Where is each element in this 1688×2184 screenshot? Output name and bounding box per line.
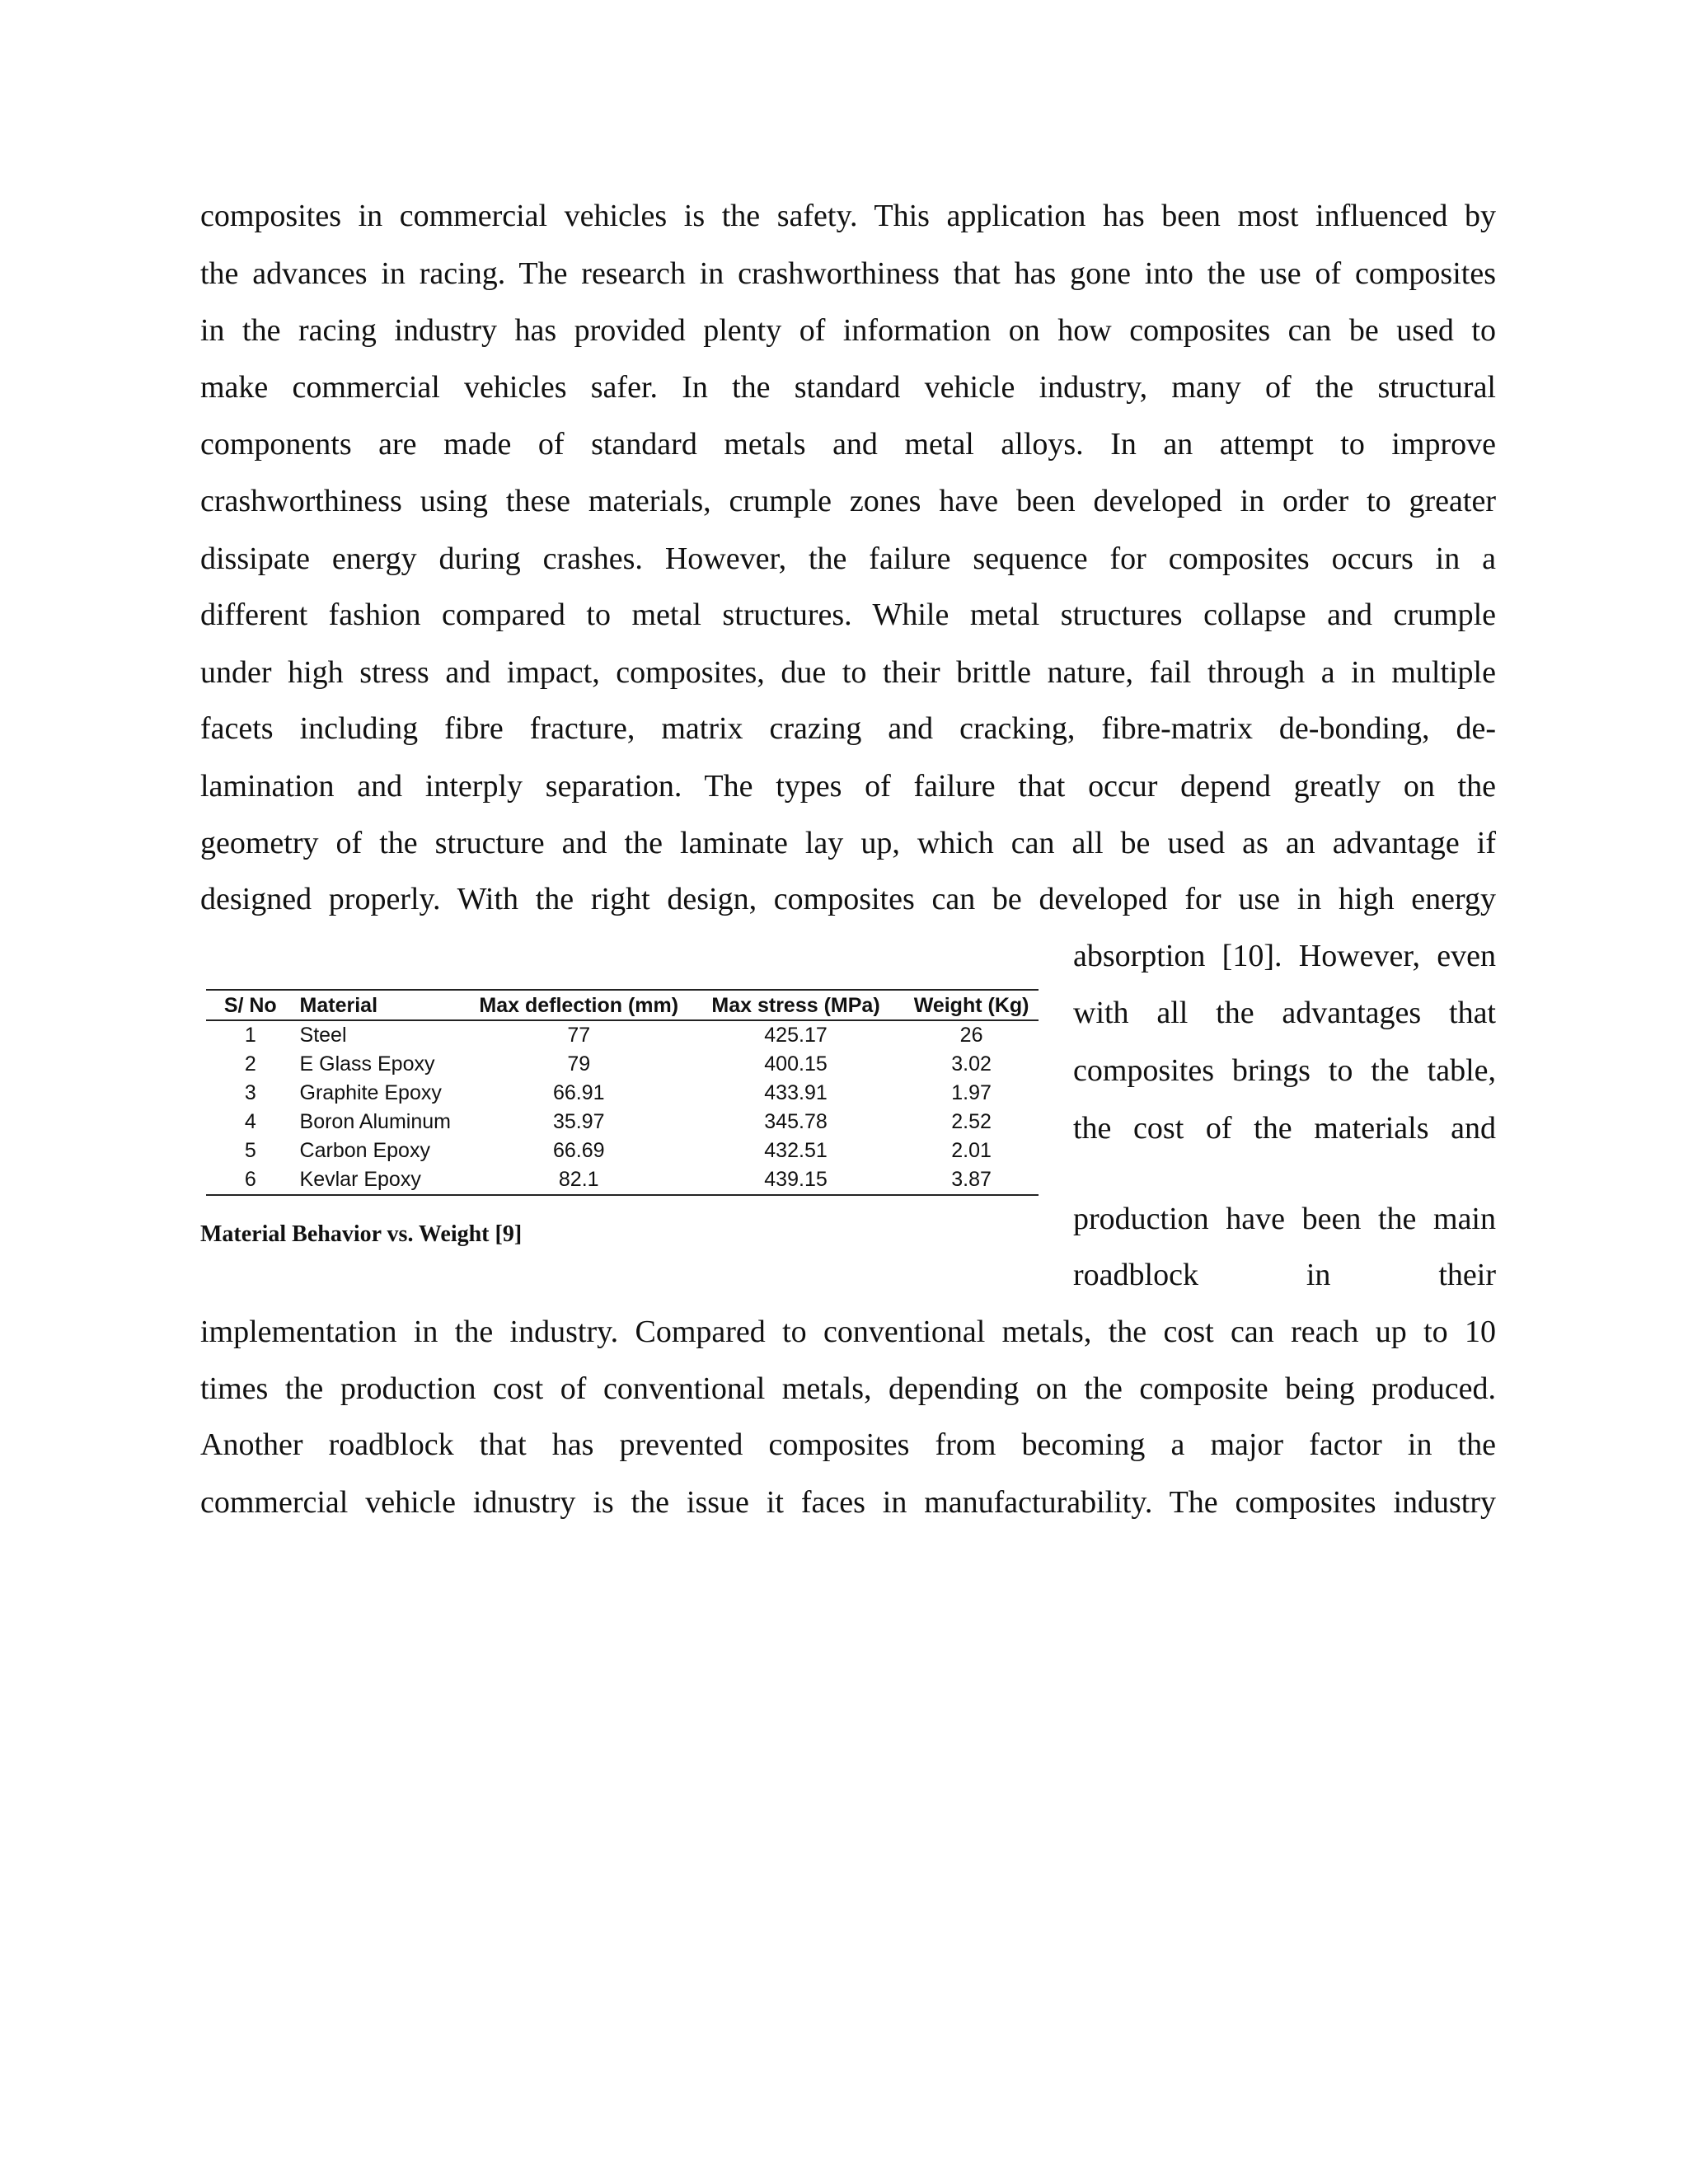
cell-weight: 2.52 [951, 1110, 992, 1133]
body-line: geometry of the structure and the laminate lay up, which can all be used as an advantage if [200, 826, 1496, 860]
material-table-wrapper [206, 989, 1039, 1196]
body-line: the advances in racing. The research in crashworthiness that has gone into the use of composites [200, 256, 1496, 291]
body-line: in the racing industry has provided plenty of information on how composites can be used to [200, 313, 1496, 348]
cell-max-deflection: 66.91 [552, 1081, 605, 1104]
cell-sno: 5 [244, 1139, 256, 1162]
cell-max-deflection: 77 [567, 1024, 591, 1047]
cell-max-deflection: 79 [567, 1052, 591, 1076]
table-row [206, 1020, 1039, 1050]
body-line: commercial vehicle idnustry is the issue it faces in manufacturability. The composites industry [200, 1485, 1496, 1520]
body-line: under high stress and impact, composites, due to their brittle nature, fail through a in multiple [200, 655, 1496, 690]
cell-max-stress: 439.15 [687, 1165, 904, 1195]
side-line: production have been the main [1073, 1202, 1496, 1236]
side-line: the cost of the materials and [1073, 1111, 1496, 1146]
table-row [206, 1108, 1039, 1137]
cell-max-deflection: 82.1 [471, 1165, 687, 1195]
header-sno: S/ No [206, 990, 295, 1020]
cell-material: Boron Aluminum [299, 1110, 451, 1133]
body-line: times the production cost of conventional metals, depending on the composite being produced. [200, 1371, 1496, 1406]
body-line: lamination and interply separation. The types of failure that occur depend greatly on the [200, 769, 1496, 804]
cell-weight: 2.01 [951, 1139, 992, 1162]
table-header-row [206, 990, 1039, 1020]
cell-material: E Glass Epoxy [299, 1052, 435, 1076]
table-caption: Material Behavior vs. Weight [9] [200, 1221, 523, 1247]
cell-sno: 6 [206, 1165, 295, 1195]
cell-material: Graphite Epoxy [299, 1081, 442, 1104]
cell-max-deflection: 66.69 [552, 1139, 605, 1162]
cell-max-stress: 400.15 [764, 1052, 828, 1076]
table-row [206, 1137, 1039, 1165]
cell-material: Carbon Epoxy [299, 1139, 430, 1162]
table-row [206, 1165, 1039, 1195]
body-line: facets including fibre fracture, matrix crazing and cracking, fibre-matrix de-bonding, de- [200, 711, 1496, 746]
body-line: Another roadblock that has prevented composites from becoming a major factor in the [200, 1427, 1496, 1462]
header-max-deflection: Max deflection (mm) [471, 990, 687, 1020]
header-material: Material [295, 990, 471, 1020]
body-line: implementation in the industry. Compared to conventional metals, the cost can reach up to 10 [200, 1315, 1496, 1349]
cell-weight: 1.97 [951, 1081, 992, 1104]
body-line: crashworthiness using these materials, crumple zones have been developed in order to greater [200, 484, 1496, 518]
cell-sno: 4 [244, 1110, 256, 1133]
body-line: components are made of standard metals and metal alloys. In an attempt to improve [200, 427, 1496, 462]
body-line: designed properly. With the right design, composites can be developed for use in high energy [200, 882, 1496, 916]
body-line: dissipate energy during crashes. However, the failure sequence for composites occurs in a [200, 541, 1496, 576]
cell-sno: 1 [244, 1024, 256, 1047]
cell-max-deflection: 35.97 [552, 1110, 605, 1133]
body-line: different fashion compared to metal structures. While metal structures collapse and crumple [200, 598, 1496, 632]
table-row [206, 1079, 1039, 1108]
side-line: roadblock in their [1073, 1258, 1496, 1292]
cell-material: Kevlar Epoxy [295, 1165, 471, 1195]
cell-max-stress: 432.51 [764, 1139, 828, 1162]
cell-weight: 3.02 [951, 1052, 992, 1076]
cell-max-stress: 433.91 [764, 1081, 828, 1104]
body-line: composites in commercial vehicles is the safety. This application has been most influenced by [200, 199, 1496, 233]
header-max-stress: Max stress (MPa) [687, 990, 904, 1020]
cell-max-stress: 425.17 [764, 1024, 828, 1047]
cell-sno: 3 [244, 1081, 256, 1104]
table-row [206, 1050, 1039, 1079]
cell-sno: 2 [244, 1052, 256, 1076]
side-line: composites brings to the table, [1073, 1053, 1496, 1088]
material-table [206, 989, 1039, 1196]
cell-max-stress: 345.78 [764, 1110, 828, 1133]
header-weight: Weight (Kg) [904, 990, 1039, 1020]
side-line: with all the advantages that [1073, 996, 1496, 1030]
cell-material: Steel [299, 1024, 347, 1047]
body-line: make commercial vehicles safer. In the standard vehicle industry, many of the structural [200, 370, 1496, 405]
side-line: absorption [10]. However, even [1073, 939, 1496, 973]
cell-weight: 3.87 [904, 1165, 1039, 1195]
cell-weight: 26 [959, 1024, 983, 1047]
